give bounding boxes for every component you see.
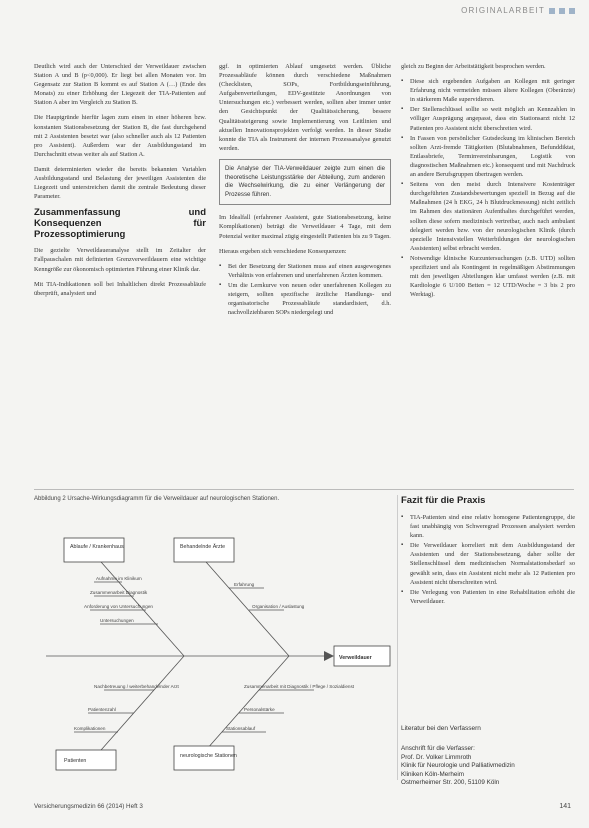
paragraph: Mit TIA-Indikationen soll bei Inhaltlichen direkt Prozessabläufe überprüft, analysiert und [34,280,206,297]
paragraph: Deutlich wird auch der Unterschied der Verweildauer zwischen Station A und B (p<0,000). Er liegt bei allen Monaten vor. Im Gegensatz zur Station B kommt es auf Station A (…) (Ende des Monats) zu einer Erhöhung der Liegezeit der TIA-Patienten auf Station A aber im Vergleich zu Station B. [34,63,206,107]
paragraph: ggf. in optimierten Ablauf umgesetzt werden. Übliche Prozessabläufe können durch verschiedene Maßnahmen (Checklisten, SOPs, Fortbildungseinführung, Aufgabenverteilungen, EDV-gestützte Anordnungen von Untersuchungen etc.) verbessert werden, sollten aber immer unter den Gesichtspunkt der Qualitätssicherung, bessere Qualitätssteigerung sowie Implementierung von Leitlinien und aktuellen Innovationsprojekten verfolgt werden. In dieser Studie konnte die TIA als Instrument der internen Prozessanalyse genutzt werden. [219,63,391,152]
cause-label: Organisation / Auslastung [252,604,305,609]
address-line: Prof. Dr. Volker Limmroth [401,753,472,761]
bullet-list [219,262,391,318]
list-item: ▪ In Fassen von persönlicher Gutsdeckung im klinischen Bereich sollten Arzt-fremde Tätigkeiten (Blutabnahmen, Befunddiktat, Entlassbriefe, Terminvereinbarungen, Logistik von diagnostischen Maßnahmen etc.) konsequent und mit Nachdruck an andere Berufsgruppen übertragen werden. [410,134,575,179]
cause-label: Personalstärke [244,707,275,712]
divider [34,489,574,490]
author-address [401,745,515,788]
cause-box-label: Patienten [64,758,87,764]
list-item: ▪ Diese sich ergebenden Aufgaben an Kollegen mit geringer Erfahrung nicht vermeiden müssen ältere Kollegen (Oberärzte) in stärkerem Maße supervidieren. [410,77,575,104]
list-item: ▪ Die Verlegung von Patienten in eine Rehabilitation erhöht die Verweildauer. [410,588,575,606]
cause-label: Aufnahme im Klinikum [96,576,142,581]
paragraph: Die Hauptgründe hierfür lagen zum einen in einer höheren bzw. konstanten Stationsbesetzung der Station B, die fast durchgehend mit 2 Assistenten besetzt war (also schneller auch als 12 Patienten pro Assistent). Außerdem war der Ausbildungsstand im Durchschnitt etwas weiter als auf Station A. [34,114,206,158]
address-line: Anschrift für die Verfasser: [401,745,475,752]
address-line: Ostmerheimer Str. 200, 51109 Köln [401,779,500,787]
figure-caption: Abbildung 2 Ursache-Wirkungsdiagramm für die Verweildauer auf neurologischen Stationen. [34,496,280,502]
list-item: ▪ Der Stellenschlüssel sollte so weit möglich an Kennzahlen in völliger Ausprägung angepasst, dass ein Stationsarzt nicht 12 Patienten pro Assistent nicht überschreiten wird. [410,105,575,132]
paragraph: Damit determinierten wieder die bereits bekannten Variablen Ausbildungsstand und Belastung der jeweiligen Assistenten die Liegezeit und unterstreichen damit die zentrale Bedeutung dieser Parameter. [34,165,206,201]
cause-label: Stationsablauf [226,726,256,731]
paragraph: Im Idealfall (erfahrener Assistent, gute Stationsbesetzung, keine Komplikationen) beträgt die Verweildauer 4 Tage, mit dem Potenzial weiter maximal zügig eingestellt Patienten bis zu 9 Tagen. [219,214,391,240]
section-header [461,6,575,15]
divider [397,495,398,780]
header-square-icon [549,8,555,14]
column-1 [34,62,206,304]
list-item: ▪ TIA-Patienten sind eine relativ homogene Patientengruppe, die fast unabhängig von Schweregrad Prozessen analysiert werden kann. [410,513,575,540]
address-line: Klinik für Neurologie und Palliativmedizin [401,762,515,770]
list-item: ▪ Bei der Besetzung der Stationen muss auf einen ausgewogenes Verhältnis von erfahrenen und unerfahrenen Ärzten kommen. [228,262,391,280]
cause-box-label: neurologische Stationen [180,753,237,759]
bullet-list [401,513,575,606]
literature-note: Literatur bei den Verfassern [401,725,481,732]
section-header-label: ORIGINALARBEIT [461,6,545,15]
cause-label: Komplikationen [74,726,106,731]
fishbone-diagram [34,520,392,792]
paragraph: Die gezielte Verweildaueranalyse stellt im Zeitalter der Fallpauschalen mit definierten Grenzverweildauern eine wichtige Kenngröße zur ökonomisch optimierten Führung einer Klinik dar. [34,247,206,273]
page-number: 141 [559,803,571,810]
effect-label: Verweildauer [339,655,372,661]
list-item: ▪ Notwendige klinische Kurzuntersuchungen (z.B. UTD) sollten spezifiziert und als Kontingent in regelmäßigen Abstimmungen mit den jeweiligen Abteilungen klar umfasst werden (z.B. mit Kardiologie 6 U/100 Betten = 12 UTD/Woche = 3 bis 2 pro Werktag). [410,254,575,299]
list-item: ▪ Um die Lernkurve von neuen oder unerfahrenen Kollegen zu steigern, sollten spezifische ärztliche Handlungs- und organisatorische Prozessabläufe standardisiert, d.h. nachvollziehbaren SOPs niedergelegt und [228,281,391,317]
cause-label: Zusammenarbeit Diagnostik [90,590,148,595]
list-item: ▪ Die Verweildauer korreliert mit dem Ausbildungsstand der Assistenten und der Stationsbesetzung, daher sollte der Stellenschlüssel dem medizinischen Normalstationsbedarf so gewählt sein, dass ein Assistent nicht mehr als 12 Patienten pro Assistent nicht überschreiten wird. [410,541,575,586]
header-square-icon [569,8,575,14]
practice-box-title: Fazit für die Praxis [401,495,486,506]
paragraph: gleich zu Beginn der Arbeitstätigkeit besprochen werden. [401,63,546,70]
cause-label: Nachbetreuung / weiterbehandelnder Arzt [94,684,179,689]
cause-label: Zusammenarbeit mit Diagnostik / Pflege / Sozialdienst [244,684,355,689]
paragraph: Hieraus ergeben sich verschiedene Konsequenzen: [219,247,347,255]
header-square-icon [559,8,565,14]
cause-label: Erfahrung [234,582,255,587]
cause-label: Anforderung von Untersuchungen [84,604,153,609]
practice-box [401,513,575,607]
bullet-list [401,77,575,299]
address-line: Kliniken Köln-Merheim [401,770,464,778]
column-3 [401,62,575,300]
journal-footer: Versicherungsmedizin 66 (2014) Heft 3 [34,803,143,810]
section-heading: Zusammenfassung und Konsequenzen für Prozessoptimierung [34,207,206,241]
cause-label: Patientenzahl [88,707,116,712]
highlight-box: Die Analyse der TIA-Verweildauer zeigte zum einen die theoretische Leistungsstärke der Abteilung, zum anderen die Wechselwirkung, die zu einer Verlängerung der Prozesse führen. [219,159,391,205]
column-2 [219,62,391,318]
cause-label: Untersuchungen [100,618,134,623]
cause-box-label: Behandelnde Ärzte [180,544,226,550]
cause-box-label: Ablaufe / Krankenhaus [70,544,124,550]
list-item: ▪ Seitens von den meist durch Intensivere Kostenträger durchgeführten Zustandsbewertungen speziell in Bezug auf die Maßnahmen (24 h EKG, 24 h Blutdruckmessung) nicht zeitlich im Rahmen des stationären Aufenthaltes durchgeführt werden, sollten diese sofern medizinisch vertretbar, auch nach ambulant delegiert werden bzw. von der neurologischen Klinik (durch spezielle Intensivstellen Weiterbildungen der neurologischen Assistenten) selbst erbracht werden. [410,180,575,253]
